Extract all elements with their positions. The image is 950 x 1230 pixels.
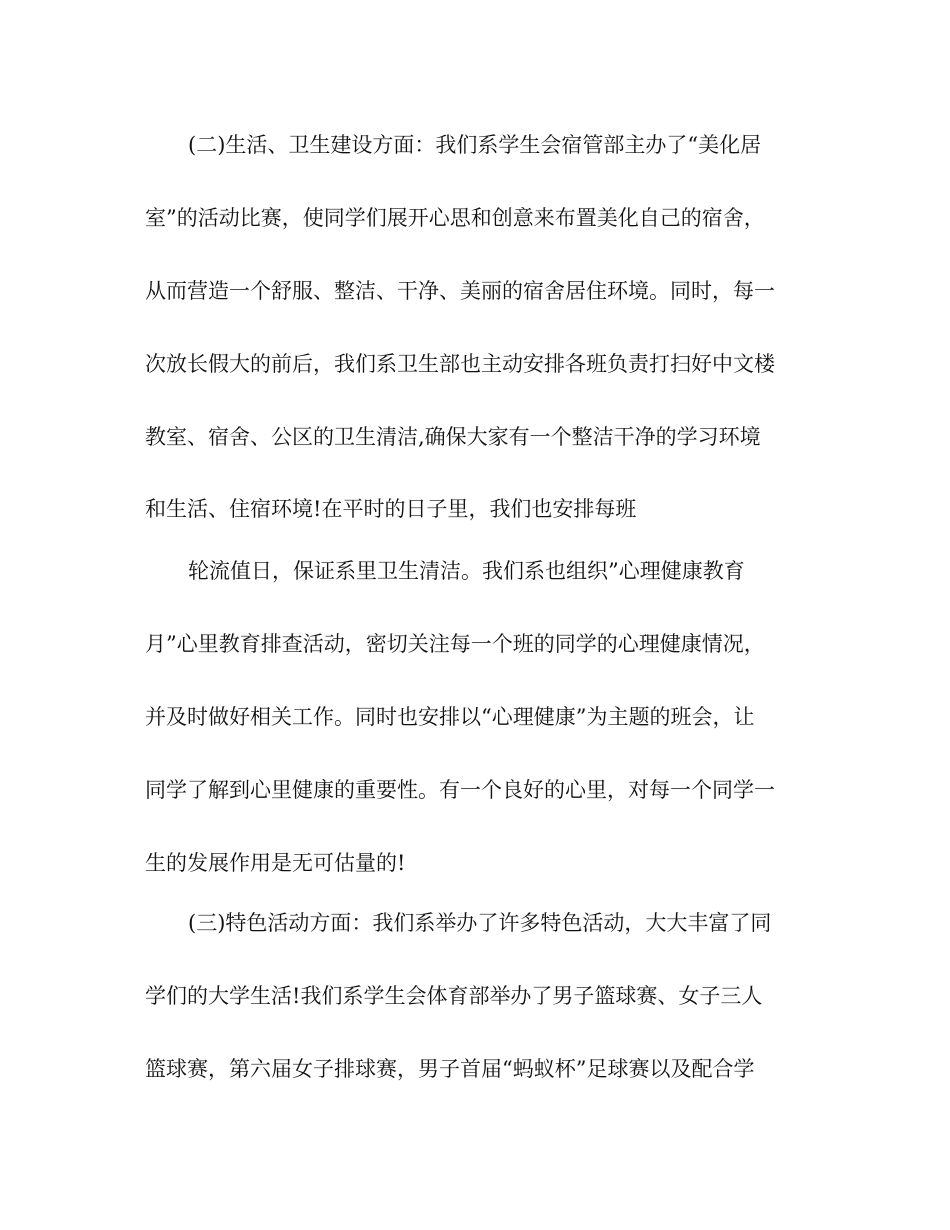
paragraph-line: (二)生活、卫生建设方面：我们系学生会宿管部主办了“美化居 xyxy=(188,133,762,157)
paragraph-line: (三)特色活动方面：我们系举办了许多特色活动，大大丰富了同 xyxy=(188,911,772,935)
paragraph-line: 从而营造一个舒服、整洁、干净、美丽的宿舍居住环境。同时，每一 xyxy=(145,279,775,303)
paragraph-line: 和生活、住宿环境!在平时的日子里，我们也安排每班 xyxy=(145,497,637,521)
paragraph-line: 并及时做好相关工作。同时也安排以“心理健康”为主题的班会，让 xyxy=(145,705,755,729)
paragraph-line: 同学了解到心里健康的重要性。有一个良好的心里，对每一个同学一 xyxy=(145,778,775,802)
paragraph-line: 室”的活动比赛，使同学们展开心思和创意来布置美化自己的宿舍， xyxy=(145,206,765,230)
paragraph-line: 教室、宿舍、公区的卫生清洁,确保大家有一个整洁干净的学习环境 xyxy=(145,425,761,449)
paragraph-line: 学们的大学生活!我们系学生会体育部举办了男子篮球赛、女子三人 xyxy=(145,984,763,1008)
paragraph-line: 月”心里教育排查活动，密切关注每一个班的同学的心理健康情况， xyxy=(145,632,765,656)
paragraph-line: 生的发展作用是无可估量的! xyxy=(145,851,406,875)
paragraph-line: 篮球赛，第六届女子排球赛，男子首届“蚂蚁杯”足球赛以及配合学 xyxy=(145,1057,755,1081)
paragraph-line: 次放长假大的前后，我们系卫生部也主动安排各班负责打扫好中文楼 xyxy=(145,352,775,376)
paragraph-line: 轮流值日，保证系里卫生清洁。我们系也组织”心理健康教育 xyxy=(188,559,745,583)
